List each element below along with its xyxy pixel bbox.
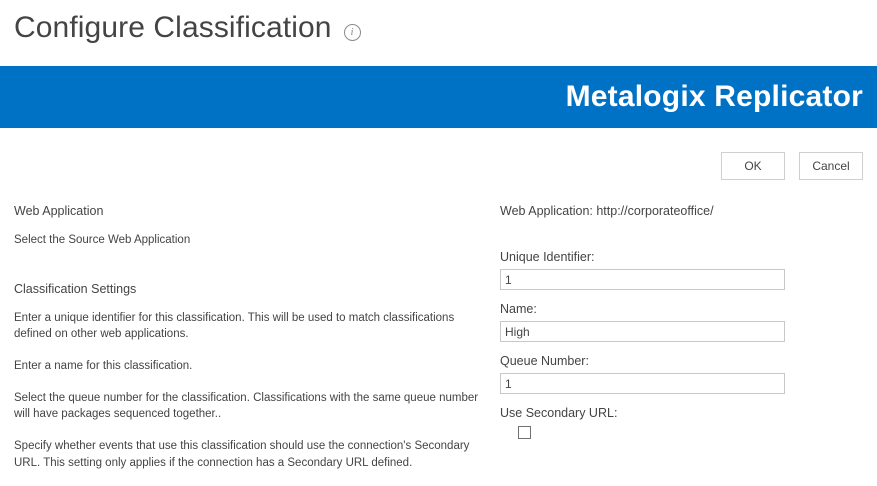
classification-settings-heading: Classification Settings bbox=[14, 281, 137, 296]
spacer bbox=[14, 264, 500, 282]
info-icon[interactable]: i bbox=[344, 24, 361, 41]
left-column bbox=[0, 204, 500, 486]
page-title bbox=[0, 0, 877, 46]
name-input[interactable] bbox=[500, 321, 785, 342]
secondary-url-description: Specify whether events that use this classification should use the connection's Secondary URL. This setting only applies if the connection has a Secondary URL defined. bbox=[14, 440, 470, 469]
use-secondary-url-label: Use Secondary URL: bbox=[500, 406, 618, 420]
web-application-description: Select the Source Web Application bbox=[14, 234, 191, 246]
brand-title: Metalogix Replicator bbox=[565, 80, 863, 113]
main-content bbox=[0, 180, 877, 486]
queue-number-description: Select the queue number for the classification. Classifications with the same queue number will have packages sequenced together.. bbox=[14, 391, 479, 421]
page-title-text: Configure Classification bbox=[14, 11, 332, 44]
cancel-button[interactable]: Cancel bbox=[799, 152, 863, 180]
unique-identifier-input[interactable] bbox=[500, 269, 785, 290]
unique-identifier-label: Unique Identifier: bbox=[500, 250, 595, 264]
name-label: Name: bbox=[500, 302, 537, 316]
name-description: Enter a name for this classification. bbox=[14, 360, 193, 373]
brand-bar bbox=[0, 66, 877, 128]
ok-button[interactable]: OK bbox=[721, 152, 785, 180]
queue-number-label: Queue Number: bbox=[500, 354, 589, 368]
dialog-button-row bbox=[0, 128, 877, 180]
web-application-heading: Web Application bbox=[14, 204, 104, 218]
use-secondary-url-checkbox[interactable] bbox=[518, 426, 531, 439]
right-column bbox=[500, 204, 877, 486]
classification-fields bbox=[500, 250, 877, 439]
web-application-value: Web Application: http://corporateoffice/ bbox=[500, 204, 714, 218]
unique-identifier-description: Enter a unique identifier for this classification. This will be used to match classifications defined on other web applications. bbox=[14, 311, 455, 341]
queue-number-input[interactable] bbox=[500, 373, 785, 394]
